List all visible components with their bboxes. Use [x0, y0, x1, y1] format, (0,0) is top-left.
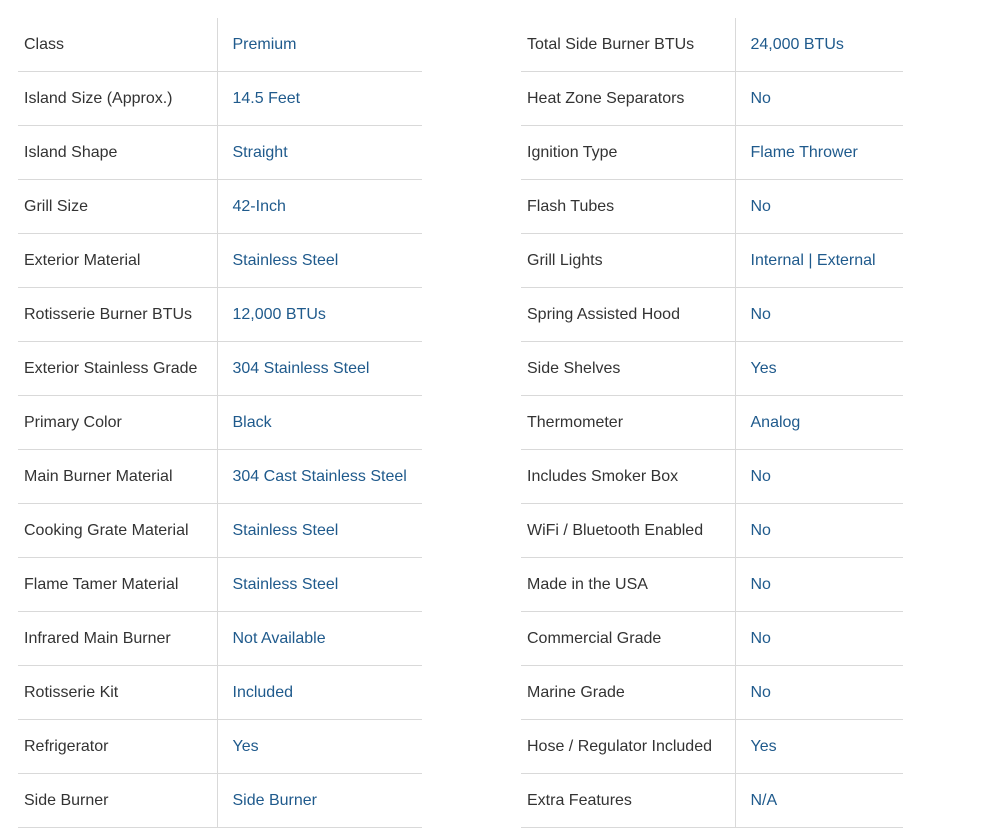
spec-value: No: [735, 666, 903, 720]
spec-label: Total Side Burner BTUs: [521, 18, 735, 72]
spec-label: Ignition Type: [521, 126, 735, 180]
spec-value: No: [735, 180, 903, 234]
spec-label: Flame Tamer Material: [18, 558, 217, 612]
spec-label: Rotisserie Burner BTUs: [18, 288, 217, 342]
spec-row: [18, 342, 422, 396]
spec-value: Flame Thrower: [735, 126, 903, 180]
spec-value: Yes: [735, 342, 903, 396]
spec-row: [18, 612, 422, 666]
spec-label: Includes Smoker Box: [521, 450, 735, 504]
spec-label: Infrared Main Burner: [18, 612, 217, 666]
spec-label: Thermometer: [521, 396, 735, 450]
spec-value: 42-Inch: [217, 180, 422, 234]
spec-row: [521, 720, 903, 774]
spec-label: Primary Color: [18, 396, 217, 450]
spec-label: Main Burner Material: [18, 450, 217, 504]
spec-row: [18, 558, 422, 612]
spec-value: No: [735, 450, 903, 504]
spec-row: [521, 126, 903, 180]
spec-value: Stainless Steel: [217, 558, 422, 612]
spec-label: Hose / Regulator Included: [521, 720, 735, 774]
spec-row: [521, 450, 903, 504]
spec-value: Black: [217, 396, 422, 450]
spec-value: Analog: [735, 396, 903, 450]
spec-row: [18, 234, 422, 288]
spec-row: [521, 558, 903, 612]
spec-value: No: [735, 288, 903, 342]
spec-value: No: [735, 612, 903, 666]
spec-row: [18, 504, 422, 558]
spec-row: [18, 396, 422, 450]
spec-label: Exterior Stainless Grade: [18, 342, 217, 396]
spec-value: Not Available: [217, 612, 422, 666]
spec-table-left-body: [18, 18, 422, 828]
spec-label: Grill Size: [18, 180, 217, 234]
spec-row: [521, 288, 903, 342]
spec-value: 14.5 Feet: [217, 72, 422, 126]
spec-row: [521, 18, 903, 72]
spec-value: Internal | External: [735, 234, 903, 288]
spec-row: [521, 396, 903, 450]
spec-row: [521, 612, 903, 666]
spec-row: [18, 666, 422, 720]
spec-row: [18, 720, 422, 774]
spec-row: [521, 180, 903, 234]
spec-value: Side Burner: [217, 774, 422, 828]
spec-value: 304 Stainless Steel: [217, 342, 422, 396]
spec-row: [521, 342, 903, 396]
spec-value: No: [735, 504, 903, 558]
spec-row: [18, 288, 422, 342]
spec-label: Grill Lights: [521, 234, 735, 288]
spec-value: No: [735, 72, 903, 126]
spec-row: [521, 234, 903, 288]
spec-label: Rotisserie Kit: [18, 666, 217, 720]
spec-row: [521, 774, 903, 828]
spec-row: [18, 72, 422, 126]
spec-label: Exterior Material: [18, 234, 217, 288]
spec-table-left: [18, 18, 422, 828]
spec-label: Class: [18, 18, 217, 72]
spec-value: N/A: [735, 774, 903, 828]
spec-row: [521, 72, 903, 126]
spec-label: Marine Grade: [521, 666, 735, 720]
spec-label: Side Burner: [18, 774, 217, 828]
spec-label: Island Size (Approx.): [18, 72, 217, 126]
spec-value: Stainless Steel: [217, 504, 422, 558]
spec-label: Refrigerator: [18, 720, 217, 774]
spec-row: [521, 666, 903, 720]
spec-row: [18, 450, 422, 504]
spec-label: Made in the USA: [521, 558, 735, 612]
spec-value: Premium: [217, 18, 422, 72]
spec-value: Yes: [735, 720, 903, 774]
spec-table-right-body: [521, 18, 903, 828]
spec-value: Yes: [217, 720, 422, 774]
spec-label: Extra Features: [521, 774, 735, 828]
spec-value: 24,000 BTUs: [735, 18, 903, 72]
spec-label: Flash Tubes: [521, 180, 735, 234]
spec-label: Cooking Grate Material: [18, 504, 217, 558]
spec-label: Island Shape: [18, 126, 217, 180]
spec-row: [521, 504, 903, 558]
spec-row: [18, 180, 422, 234]
spec-value: No: [735, 558, 903, 612]
spec-row: [18, 18, 422, 72]
spec-value: 12,000 BTUs: [217, 288, 422, 342]
spec-row: [18, 126, 422, 180]
spec-label: WiFi / Bluetooth Enabled: [521, 504, 735, 558]
spec-label: Spring Assisted Hood: [521, 288, 735, 342]
spec-label: Commercial Grade: [521, 612, 735, 666]
spec-table-right: [521, 18, 903, 828]
spec-label: Heat Zone Separators: [521, 72, 735, 126]
spec-row: [18, 774, 422, 828]
spec-value: Included: [217, 666, 422, 720]
spec-value: 304 Cast Stainless Steel: [217, 450, 422, 504]
spec-value: Stainless Steel: [217, 234, 422, 288]
spec-label: Side Shelves: [521, 342, 735, 396]
spec-value: Straight: [217, 126, 422, 180]
